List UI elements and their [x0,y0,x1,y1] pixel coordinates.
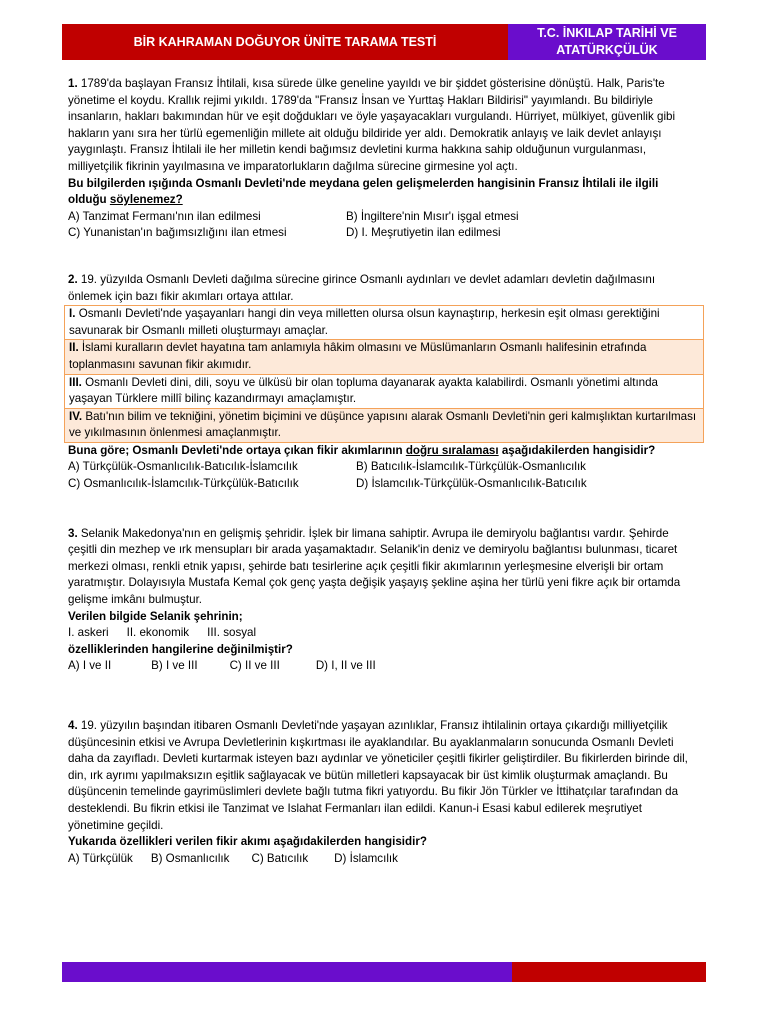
statement-box-1 [64,305,704,340]
question-2-prompt-underlined: doğru sıralaması [405,443,499,457]
question-3 [68,526,698,675]
option-d[interactable]: D) İslamcılık-Türkçülük-Osmanlıcılık-Batıcılık [356,477,587,491]
option-a[interactable]: A) Türkçülük-Osmanlıcılık-Batıcılık-İslamcılık [68,460,298,474]
question-number: 4. [68,719,78,732]
question-4 [68,718,698,867]
question-3-items [68,625,698,642]
question-1-body [68,76,698,176]
item-2: II. ekonomik [126,626,190,640]
statement-text: Batı'nın bilim ve tekniğini, yönetim biçimini ve düşünce yapısını alarak Osmanlı Devleti'nin geri kalmışlıktan kurtarılması ve yıkılmasının önlenmesi amaçlanmıştır. [69,409,697,440]
item-3: III. sosyal [207,626,257,640]
option-c[interactable]: C) Osmanlıcılık-İslamcılık-Türkçülük-Batıcılık [68,477,299,491]
question-2-prompt [68,443,698,460]
statement-text: Osmanlı Devleti dini, dili, soyu ve ülküsü bir olan topluma dayanarak ayakta kalabilirdi. Osmanlı yönetimi altında yaşayan Türklere millî bilinç kazandırmayı amaçlamıştır. [69,375,659,406]
question-1-prompt [68,176,698,209]
question-1-options [68,209,698,242]
page-header [62,24,706,60]
question-number: 2. [68,272,78,286]
question-1-text: 1789'da başlayan Fransız İhtilali, kısa sürede ülke geneline yayıldı ve bir şiddet gösterisine dönüştü. Halk, Paris'te yönetime el koydu. Krallık rejimi yıkıldı. 1789'da "Fransız İnsan ve Yurttaş Hakları Bildirisi" yayımlandı. Bu bildiriyle insanların, hakları bakımından hür ve eşit doğdukları ve öyle yaşayacakları vurgulandı. Hürriyet, mülkiyet, güvenlik gibi hakların yanı sıra her türlü egemenliğin millete ait olduğu bildiride yer aldı. Demokratik anlayış ve laik devlet anlayışı yaygınlaştı. Fransız İhtilali ile her milletin kendi bağımsız devletini kurma hakkına sahip olduğunun vurgulanması, milliyetçilik fikrinin yayılmasına ve imparatorlukların dağılma sürecine girmesine yol açtı. [68,77,676,173]
option-b[interactable]: B) İngiltere'nin Mısır'ı işgal etmesi [346,209,519,223]
statement-box-4 [64,409,704,443]
option-b[interactable]: B) I ve III [151,659,198,673]
statement-label: I. [69,307,76,321]
question-1 [68,76,698,242]
option-a[interactable]: A) Tanzimat Fermanı'nın ilan edilmesi [68,209,261,223]
statement-label: IV. [69,409,83,423]
statement-label: II. [69,341,79,355]
statement-box-2 [64,340,704,374]
option-d[interactable]: D) I. Meşrutiyetin ilan edilmesi [346,226,501,240]
test-title: BİR KAHRAMAN DOĞUYOR ÜNİTE TARAMA TESTİ [62,24,508,60]
option-c[interactable]: C) II ve III [229,659,280,673]
question-1-prompt-text: Bu bilgilerden ışığında Osmanlı Devleti'nde meydana gelen gelişmelerden hangisinin Fransız İhtilali ile ilgili olduğu [68,176,659,207]
statement-label: III. [69,375,82,389]
page-footer-bar [62,962,706,982]
footer-red-segment [512,962,706,982]
option-a[interactable]: A) I ve II [68,659,112,673]
question-3-options [68,658,698,675]
question-3-prompt-2: özelliklerinden hangilerine değinilmiştir? [68,642,293,656]
option-c[interactable]: C) Yunanistan'ın bağımsızlığını ilan etmesi [68,226,287,240]
question-2-body [68,272,698,305]
statement-box-3 [64,375,704,409]
option-b[interactable]: B) Osmanlıcılık [150,851,230,865]
footer-purple-segment [62,962,512,982]
option-d[interactable]: D) İslamcılık [334,851,398,865]
questions [68,76,698,867]
question-3-prompt-1: Verilen bilgide Selanik şehrinin; [68,609,243,623]
question-3-text: Selanik Makedonya'nın en gelişmiş şehridir. İşlek bir limana sahiptir. Avrupa ile demiryolu bağlantısı vardır. Şehirde çeşitli din mezhep ve ırk mensupları bir arada yaşamaktadır. Selanik'in deniz ve demiryolu bağlantısı bulunması, ticaret merkezi olması, renkli etnik yapısı, şehirde batı tesirlerine açık çeşitli fikir akımlarının yerleşmesine elverişli bir ortam yaratmıştır. Dolayısıyla Mustafa Kemal çok genç yaşta değişik yaşayış şekline aşina her türlü yeni fikre açık bir ortamda gelişme imkânı bulmuştur. [68,526,681,607]
question-4-prompt: Yukarıda özellikleri verilen fikir akımı aşağıdakilerden hangisidir? [68,835,427,849]
question-4-options [68,851,698,868]
question-4-text: 19. yüzyılın başından itibaren Osmanlı Devleti'nde yaşayan azınlıklar, Fransız ihtilalinin ortaya çıkardığı milliyetçilik düşüncesinin etkisi ve Avrupa Devletlerinin kışkırtması ile ayaklandılar. Bu ayaklanmaların sonucunda Osmanlı Devleti daha da zayıfladı. Devleti kurtarmak isteyen bazı aydınlar ve yöneticiler çeşitli fikirler geliştirdiler. Bu fikirlerden birinde dil, din, ırk ayrımı yapılmaksızın eşitlik sağlayacak ve bütün milletleri kapsayacak bir üst kimlik oluşturmak amaçlandı. Bu düşüncenin temelinde gayrimüslimleri devlete bağlı tutma fikri yatıyordu. Bu fikir Jön Türkler ve İttihatçılar tarafından da desteklendi. Bu fikrin etkisi ile Tanzimat ve Islahat Fermanları ilan edildi. Kanun-i Esasi kabul edilerek meşrutiyet yönetimine geçildi. [68,719,688,832]
option-b[interactable]: B) Batıcılık-İslamcılık-Türkçülük-Osmanlıcılık [356,460,586,474]
question-2-prompt-post: aşağıdakilerden hangisidir? [501,443,656,457]
subject-title-line2: ATATÜRKÇÜLÜK [556,43,658,57]
question-3-body [68,526,698,609]
question-4-body [68,718,698,834]
question-2 [68,272,698,493]
question-2-prompt-pre: Buna göre; Osmanlı Devleti'nde ortaya çıkan fikir akımlarının [68,443,403,457]
statement-text: Osmanlı Devleti'nde yaşayanları hangi din veya milletten olursa olsun kaynaştırıp, herkesin eşit olması gerektiğini savunarak bir Osmanlı milleti oluşturmayı amaçlar. [69,307,660,337]
subject-title-line1: T.C. İNKILAP TARİHİ VE [537,26,677,40]
item-1: I. askeri [68,626,109,640]
question-number: 1. [68,77,78,90]
option-d[interactable]: D) I, II ve III [315,659,376,673]
question-1-prompt-underlined: söylenemez? [109,193,183,207]
statement-text: İslami kuralların devlet hayatına tam anlamıyla hâkim olmasını ve Müslümanların Osmanlı halifesinin etrafında toplanmasını savunan fikir akımıdır. [69,341,647,371]
question-2-text: 19. yüzyılda Osmanlı Devleti dağılma sürecine girince Osmanlı aydınları ve devlet adamları devletin dağılmasını önlemek için bazı fikir akımları ortaya attılar. [68,272,656,303]
option-a[interactable]: A) Türkçülük [68,851,133,865]
option-c[interactable]: C) Batıcılık [251,851,309,865]
question-number: 3. [68,526,78,540]
subject-title [508,24,706,60]
question-2-options [68,459,698,492]
